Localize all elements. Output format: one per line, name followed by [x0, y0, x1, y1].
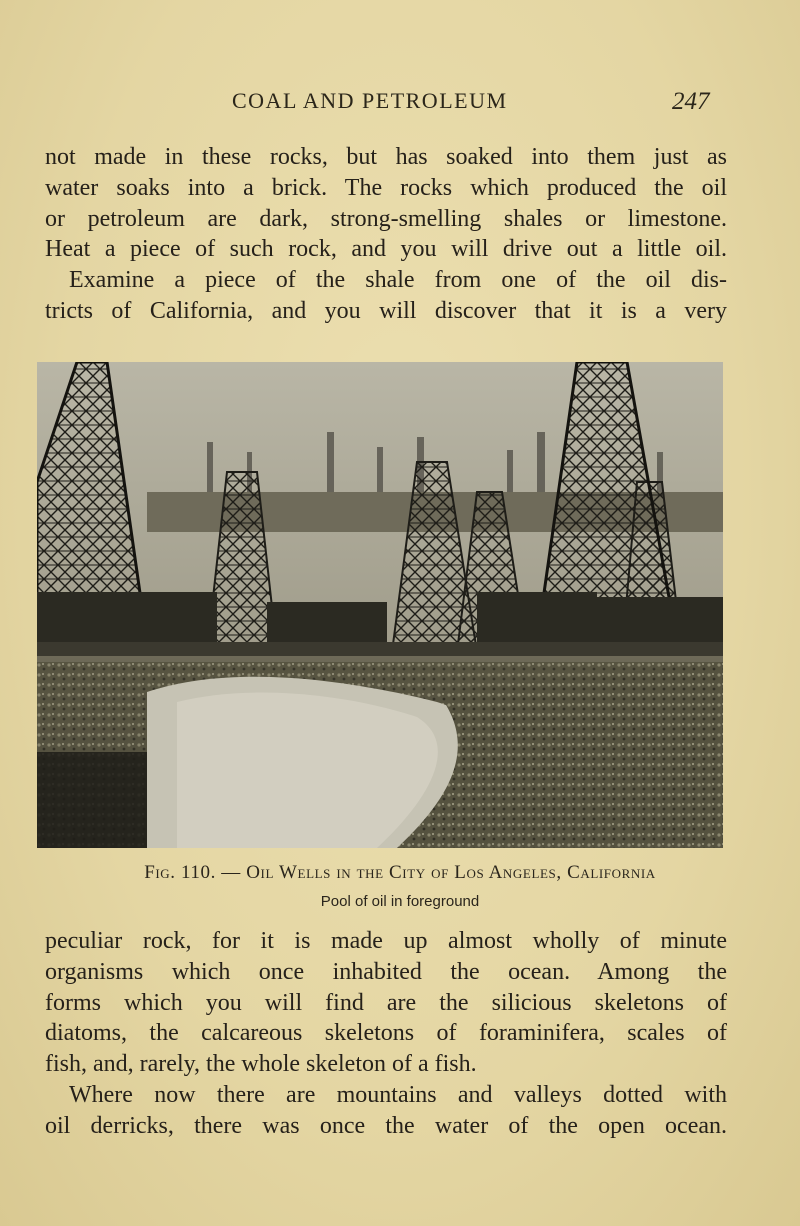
photograph-illustration — [37, 362, 723, 848]
oil-wells-photograph — [37, 362, 723, 848]
text-line: Examine a piece of the shale from one of the oil dis- — [69, 267, 727, 294]
figure-caption — [0, 862, 800, 884]
text-line: diatoms, the calcareous skeletons of foraminifera, scales of — [45, 1020, 727, 1047]
text-line: organisms which once inhabited the ocean. Among the — [45, 958, 727, 985]
text-line: tricts of California, and you will discover that it is a very — [45, 297, 727, 324]
running-header — [0, 88, 800, 118]
text-line: peculiar rock, for it is made up almost wholly of minute — [45, 928, 727, 954]
text-line: or petroleum are dark, strong-smelling shales or limestone. — [45, 205, 727, 232]
text-line: Where now there are mountains and valleys dotted with — [69, 1081, 727, 1108]
text-line: fish, and, rarely, the whole skeleton of a fish. — [45, 1051, 477, 1078]
text-line: oil derricks, there was once the water of the open ocean. — [45, 1112, 727, 1139]
text-line: not made in these rocks, but has soaked into them just as — [45, 144, 727, 170]
page-number: 247 — [672, 88, 710, 115]
running-title: COAL AND PETROLEUM — [232, 88, 508, 113]
text-line: water soaks into a brick. The rocks which produced the oil — [45, 174, 727, 201]
text-line: Heat a piece of such rock, and you will drive out a little oil. — [45, 236, 727, 263]
paragraph-bottom — [45, 926, 727, 1142]
figure-subcaption: Pool of oil in foreground — [320, 893, 480, 910]
text-line: forms which you will find are the silicious skeletons of — [45, 989, 727, 1016]
figure-caption-text: Fig. 110. — Oil Wells in the City of Los Angeles, California — [144, 862, 656, 883]
paragraph-top — [45, 142, 727, 327]
